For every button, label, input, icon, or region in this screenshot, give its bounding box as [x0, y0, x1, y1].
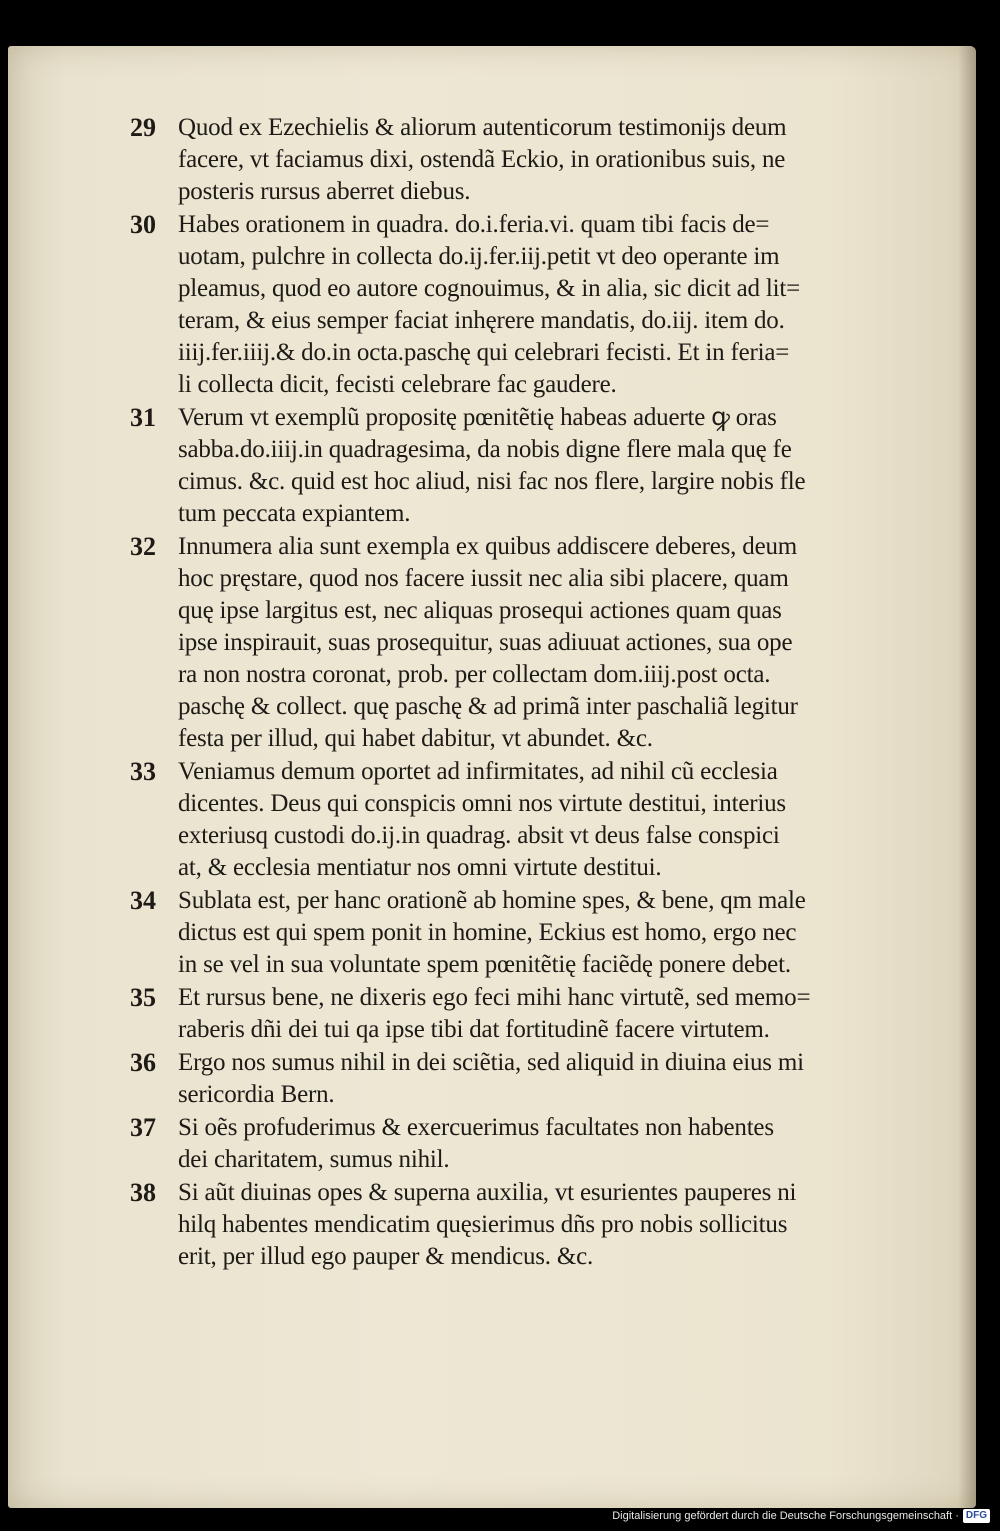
numbered-paragraph [130, 1177, 890, 1273]
text-line: Innumera alia sunt exempla ex quibus addiscere deberes, deum [178, 533, 798, 560]
paragraph-number: 31 [130, 403, 156, 432]
paragraph-number: 38 [130, 1178, 156, 1207]
text-line: Sublata est, per hanc orationẽ ab homine spes, & bene, qm male [178, 887, 806, 914]
dfg-logo: DFG [963, 1509, 990, 1523]
text-line: sabba.do.iiij.in quadragesima, da nobis digne flere mala quę fe [178, 436, 792, 463]
text-line: pleamus, quod eo autore cognouimus, & in alia, sic dicit ad lit= [178, 275, 801, 302]
text-line: tum peccata expiantem. [178, 500, 411, 527]
text-line: posteris rursus aberret diebus. [178, 178, 471, 205]
text-line: in se vel in sua voluntate spem pœnitẽtię faciẽdę ponere debet. [178, 951, 791, 978]
text-line: li collecta dicit, fecisti celebrare fac gaudere. [178, 371, 617, 398]
text-line: Verum vt exemplũ propositę pœnitẽtię habeas aduerte ꝙ oras [178, 404, 777, 431]
text-line: Quod ex Ezechielis & aliorum autenticorum testimonijs deum [178, 114, 787, 141]
numbered-paragraph [130, 1112, 890, 1176]
text-line: iiij.fer.iiij.& do.in octa.paschę qui celebrari fecisti. Et in feria= [178, 339, 790, 366]
text-line: hilq habentes mendicatim quęsierimus dñs pro nobis sollicitus [178, 1211, 788, 1238]
numbered-paragraph [130, 982, 890, 1046]
text-line: teram, & eius semper faciat inhęrere mandatis, do.iij. item do. [178, 307, 785, 334]
text-line: sericordia Bern. [178, 1081, 335, 1108]
numbered-paragraph [130, 885, 890, 981]
text-line: Veniamus demum oportet ad infirmitates, ad nihil cũ ecclesia [178, 758, 778, 785]
text-line: paschę & collect. quę paschę & ad primã inter paschaliã legitur [178, 693, 798, 720]
numbered-paragraph [130, 112, 890, 208]
text-line: festa per illud, qui habet dabitur, vt abundet. &c. [178, 725, 653, 752]
text-line: Si oẽs profuderimus & exercuerimus facultates non habentes [178, 1114, 774, 1141]
text-line: Si aũt diuinas opes & superna auxilia, vt esurientes pauperes ni [178, 1179, 797, 1206]
footer-credit-text: Digitalisierung gefördert durch die Deutsche Forschungsgemeinschaft · [612, 1510, 959, 1522]
numbered-paragraph [130, 402, 890, 530]
book-page [8, 46, 976, 1508]
paragraph-number: 33 [130, 757, 156, 786]
paragraph-number: 30 [130, 210, 156, 239]
text-line: Et rursus bene, ne dixeris ego feci mihi hanc virtutẽ, sed memo= [178, 984, 811, 1011]
numbered-paragraph [130, 1047, 890, 1111]
numbered-paragraph [130, 531, 890, 755]
text-line: exteriusq custodi do.ij.in quadrag. absit vt deus false conspici [178, 822, 780, 849]
paragraph-number: 37 [130, 1113, 156, 1142]
digitization-footer [612, 1507, 990, 1525]
text-line: ra non nostra coronat, prob. per collectam dom.iiij.post octa. [178, 661, 771, 688]
text-block [130, 112, 890, 1274]
text-line: dicentes. Deus qui conspicis omni nos virtute destitui, interius [178, 790, 786, 817]
paragraph-number: 29 [130, 113, 156, 142]
text-line: erit, per illud ego pauper & mendicus. &c. [178, 1243, 594, 1270]
numbered-paragraph [130, 209, 890, 401]
text-line: quę ipse largitus est, nec aliquas prosequi actiones quam quas [178, 597, 782, 624]
text-line: dictus est qui spem ponit in homine, Eckius est homo, ergo nec [178, 919, 797, 946]
paragraph-number: 36 [130, 1048, 156, 1077]
paragraph-number: 34 [130, 886, 156, 915]
text-line: facere, vt faciamus dixi, ostendã Eckio, in orationibus suis, ne [178, 146, 786, 173]
text-line: hoc pręstare, quod nos facere iussit nec alia sibi placere, quam [178, 565, 789, 592]
text-line: Habes orationem in quadra. do.i.feria.vi. quam tibi facis de= [178, 211, 770, 238]
paragraph-number: 32 [130, 532, 156, 561]
text-line: ipse inspirauit, suas prosequitur, suas adiuuat actiones, sua ope [178, 629, 793, 656]
text-line: raberis dñi dei tui qa ipse tibi dat fortitudinẽ facere virtutem. [178, 1016, 770, 1043]
page-edge-shadow [958, 46, 976, 1508]
text-line: at, & ecclesia mentiatur nos omni virtute destitui. [178, 854, 662, 881]
numbered-paragraph [130, 756, 890, 884]
text-line: uotam, pulchre in collecta do.ij.fer.iij.petit vt deo operante im [178, 243, 780, 270]
text-line: dei charitatem, sumus nihil. [178, 1146, 450, 1173]
text-line: Ergo nos sumus nihil in dei sciẽtia, sed aliquid in diuina eius mi [178, 1049, 804, 1076]
paragraph-number: 35 [130, 983, 156, 1012]
text-line: cimus. &c. quid est hoc aliud, nisi fac nos flere, largire nobis fle [178, 468, 806, 495]
